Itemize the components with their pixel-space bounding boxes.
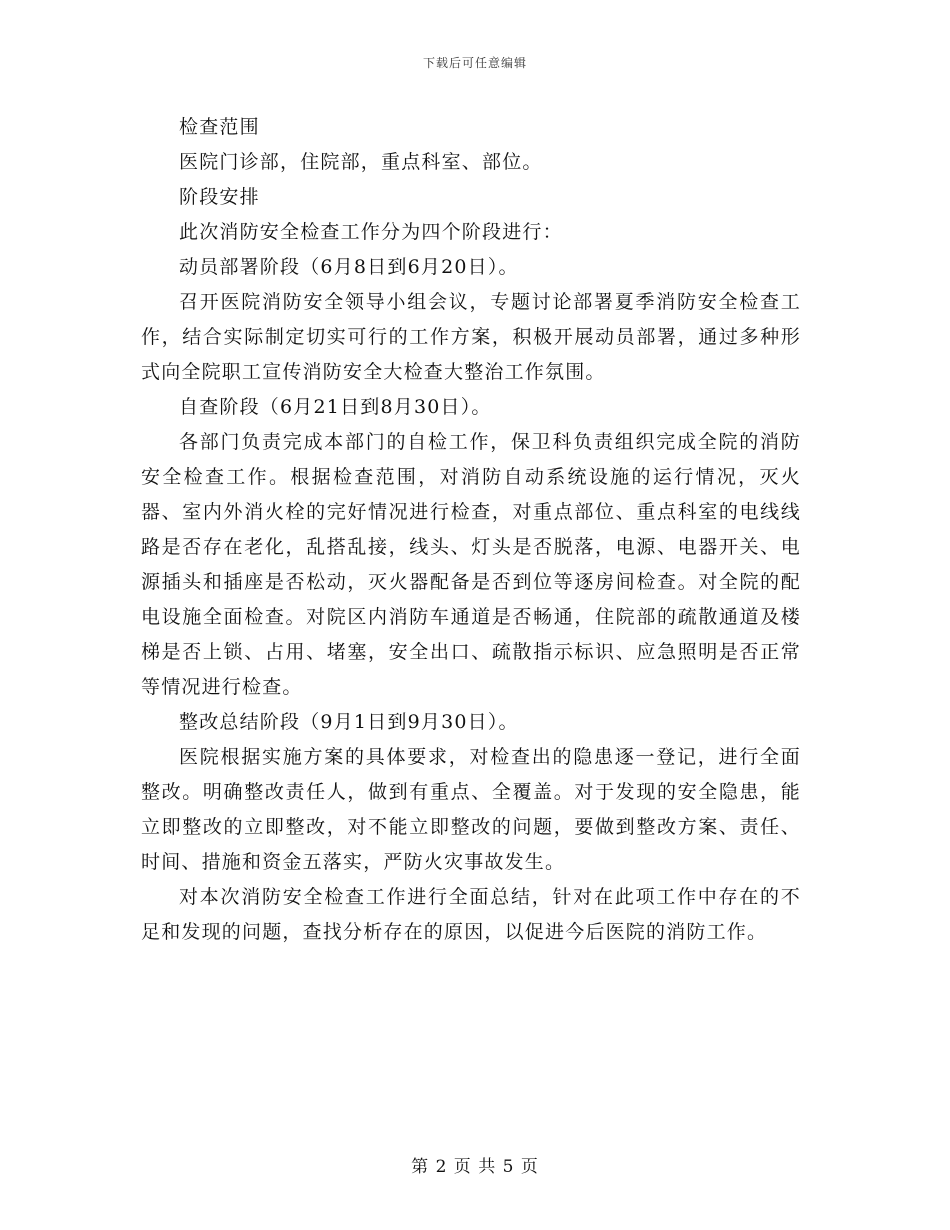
heading-self-inspection-stage: 自查阶段（6月21日到8月30日）。 <box>179 396 492 418</box>
paragraph-self-inspection: 各部门负责完成本部门的自检工作，保卫科负责组织完成全院的消防安全检查工作。根据检查范围，对消防自动系统设施的运行情况，灭火器、室内外消火栓的完好情况进行检查，对重点部位、重点科室的电线线路是否存在老化，乱搭乱接，线头、灯头是否脱落，电源、电器开关、电源插头和插座是否松动，灭火器配备是否到位等逐房间检查。对全院的配电设施全面检查。对院区内消防车通道是否畅通，住院部的疏散通道及楼梯是否上锁、占用、堵塞，安全出口、疏散指示标识、应急照明是否正常等情况进行检查。 <box>141 431 801 698</box>
heading-stage-arrangement: 阶段安排 <box>179 186 260 208</box>
heading-rectification-stage: 整改总结阶段（9月1日到9月30日）。 <box>179 711 519 733</box>
header-note: 下载后可任意编辑 <box>422 56 527 70</box>
paragraph-inspection-scope: 医院门诊部，住院部，重点科室、部位。 <box>179 151 543 173</box>
paragraph-mobilization: 召开医院消防安全领导小组会议，专题讨论部署夏季消防安全检查工作，结合实际制定切实可行的工作方案，积极开展动员部署，通过多种形式向全院职工宣传消防安全大检查大整治工作氛围。 <box>141 291 801 383</box>
paragraph-rectification: 医院根据实施方案的具体要求，对检查出的隐患逐一登记，进行全面整改。明确整改责任人，做到有重点、全覆盖。对于发现的安全隐患，能立即整改的立即整改，对不能立即整改的问题，要做到整改方案、责任、时间、措施和资金五落实，严防火灾事故发生。 <box>141 746 801 873</box>
page-number: 第 2 页 共 5 页 <box>411 1157 539 1177</box>
paragraph-stage-intro: 此次消防安全检查工作分为四个阶段进行： <box>179 221 563 243</box>
document-body <box>141 110 801 950</box>
heading-inspection-scope: 检查范围 <box>179 116 260 138</box>
heading-mobilization-stage: 动员部署阶段（6月8日到6月20日）。 <box>179 256 519 278</box>
paragraph-summary: 对本次消防安全检查工作进行全面总结，针对在此项工作中存在的不足和发现的问题，查找分析存在的原因，以促进今后医院的消防工作。 <box>141 886 801 943</box>
